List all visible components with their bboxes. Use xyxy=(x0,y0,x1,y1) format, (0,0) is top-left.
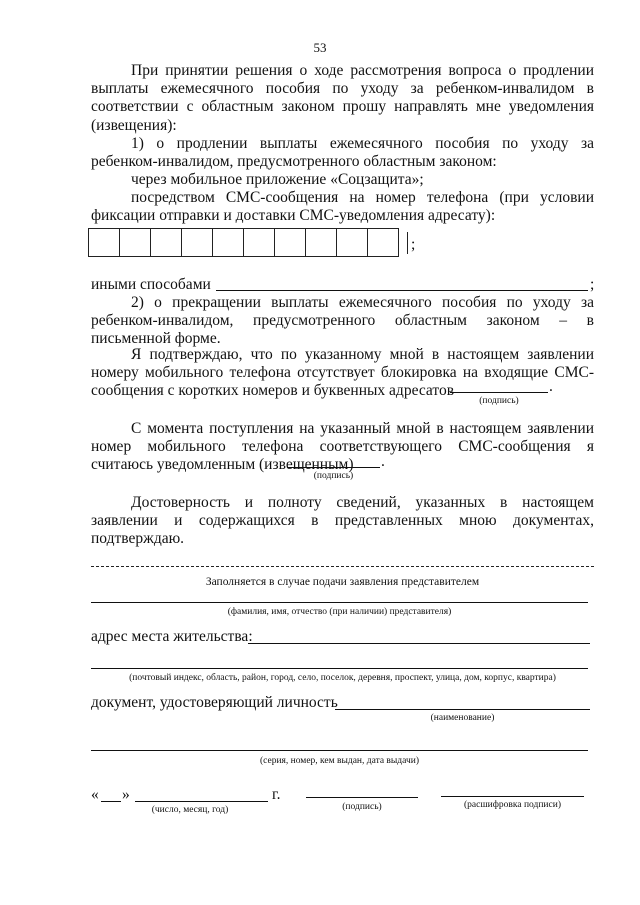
phone-digit-box[interactable] xyxy=(182,229,213,256)
representative-name-caption: (фамилия, имя, отчество (при наличии) представителя) xyxy=(227,607,452,617)
phone-digit-box[interactable] xyxy=(306,229,337,256)
phone-digit-box[interactable] xyxy=(244,229,275,256)
phone-digit-box[interactable] xyxy=(120,229,151,256)
moment-signature-field[interactable] xyxy=(287,467,380,468)
confirm-text: Я подтверждаю, что по указанному мной в настоящем заявлении номеру мобильного телефона отсутствует блокировка на входящие СМС-сообщения с коротких номеров и буквенных адресатов xyxy=(91,346,594,400)
date-open-quote: « xyxy=(91,786,99,803)
item2-text: 2) о прекращении выплаты ежемесячного пособия по уходу за ребенком-инвалидом, предусмотренного областным законом – в письменной форме. xyxy=(91,294,594,348)
item1-paragraph xyxy=(91,135,594,171)
phone-digit-box[interactable] xyxy=(151,229,182,256)
phone-digit-box[interactable] xyxy=(89,229,120,256)
phone-digit-box[interactable] xyxy=(213,229,244,256)
moment-signature-caption: (подпись) xyxy=(313,471,354,481)
phone-digit-box[interactable] xyxy=(337,229,368,256)
confirm-signature-field[interactable] xyxy=(450,392,548,393)
representative-heading: Заполняется в случае подачи заявления представителем xyxy=(205,576,480,588)
address-field-line2[interactable] xyxy=(91,668,588,669)
phone-digit-box[interactable] xyxy=(275,229,306,256)
representative-signature-caption: (подпись) xyxy=(342,802,382,812)
item1-text: 1) о продлении выплаты ежемесячного пособия по уходу за ребенком-инвалидом, предусмотренного областным законом: xyxy=(91,135,594,171)
address-caption: (почтовый индекс, область, район, город, село, поселок, деревня, проспект, улица, дом, корпус, квартира) xyxy=(129,673,556,683)
via-sms-paragraph xyxy=(91,189,594,225)
other-ways-field[interactable] xyxy=(216,290,588,291)
intro-paragraph xyxy=(91,62,594,135)
page-number: 53 xyxy=(313,40,327,55)
other-ways-suffix: ; xyxy=(590,276,595,293)
address-field[interactable] xyxy=(248,643,590,644)
signature-decoding-field[interactable] xyxy=(441,796,584,797)
authenticity-text: Достоверность и полноту сведений, указанных в настоящем заявлении и содержащихся в представленных мною документах, подтверждаю. xyxy=(91,494,594,548)
via-app-paragraph xyxy=(91,171,594,189)
id-document-name-caption: (наименование) xyxy=(430,713,495,723)
moment-end: . xyxy=(381,453,385,470)
date-year-suffix: г. xyxy=(272,786,281,803)
via-sms-text: посредством СМС-сообщения на номер телефона (при условии фиксации отправки и доставки СМС-уведомления адресату): xyxy=(91,189,594,225)
date-caption: (число, месяц, год) xyxy=(151,805,229,815)
representative-name-field[interactable] xyxy=(91,602,588,603)
confirm-end: . xyxy=(549,378,553,395)
id-document-label: документ, удостоверяющий личность xyxy=(91,694,338,711)
moment-text: С момента поступления на указанный мной в настоящем заявлении номер мобильного телефона соответствующего СМС-сообщения я считаюсь уведомленным (извещенным) xyxy=(91,420,594,474)
date-day-field[interactable] xyxy=(101,801,121,802)
confirm-signature-caption: (подпись) xyxy=(479,396,519,406)
date-close-quote: » xyxy=(122,786,130,803)
address-label: адрес места жительства: xyxy=(91,628,253,645)
representative-signature-field[interactable] xyxy=(306,797,418,798)
phone-number-boxes xyxy=(88,228,399,257)
phone-boxes-suffix: ; xyxy=(411,236,416,253)
signature-decoding-caption: (расшифровка подписи) xyxy=(464,800,561,810)
date-month-year-field[interactable] xyxy=(135,801,268,802)
item2-paragraph xyxy=(91,294,594,349)
phone-box-bracket xyxy=(404,232,408,254)
id-document-name-field[interactable] xyxy=(335,709,590,710)
phone-digit-box[interactable] xyxy=(368,229,399,256)
section-divider xyxy=(91,566,594,567)
other-ways-label: иными способами xyxy=(91,276,211,293)
intro-text: При принятии решения о ходе рассмотрения вопроса о продлении выплаты ежемесячного пособия по уходу за ребенком-инвалидом в соответствии с областным законом прошу направлять мне уведомления (извещения): xyxy=(91,62,594,134)
authenticity-paragraph xyxy=(91,494,594,549)
id-document-details-field[interactable] xyxy=(91,750,588,751)
via-app-text: через мобильное приложение «Соцзащита»; xyxy=(131,171,424,188)
id-document-details-caption: (серия, номер, кем выдан, дата выдачи) xyxy=(259,756,419,766)
